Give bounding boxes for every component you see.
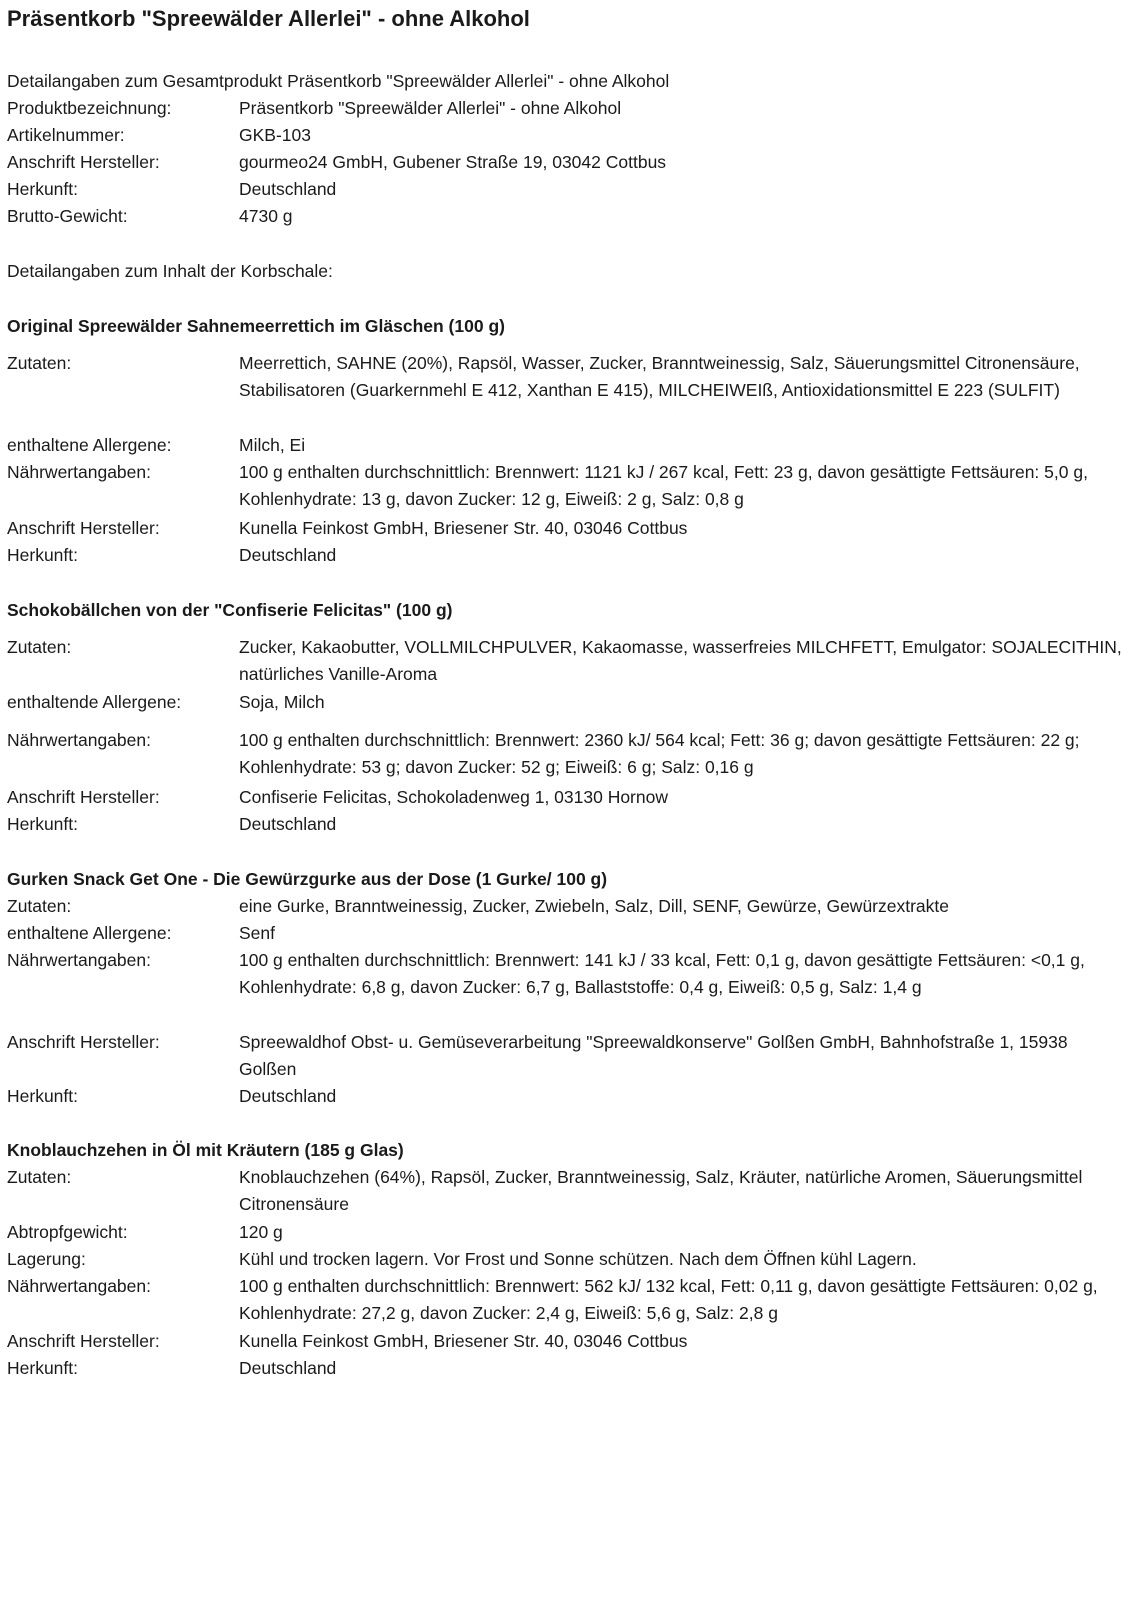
row-value: gourmeo24 GmbH, Gubener Straße 19, 03042 Cottbus — [239, 152, 667, 172]
row-value: Deutschland — [239, 179, 337, 199]
row-label: Herkunft: — [7, 545, 78, 565]
row-label: Herkunft: — [7, 179, 78, 199]
row-label: enthaltende Allergene: — [7, 692, 182, 712]
row-label: Nährwertangaben: — [7, 1276, 151, 1296]
row-value: Milch, Ei — [239, 435, 306, 455]
row-label: Herkunft: — [7, 1358, 78, 1378]
row-value: Deutschland — [239, 1358, 337, 1378]
row-label: Zutaten: — [7, 353, 72, 373]
row-value: eine Gurke, Branntweinessig, Zucker, Zwiebeln, Salz, Dill, SENF, Gewürze, Gewürzextrakte — [239, 896, 949, 916]
row-label: Anschrift Hersteller: — [7, 1032, 160, 1052]
row-value: Soja, Milch — [239, 692, 325, 712]
row-value: 120 g — [239, 1222, 283, 1242]
row-label: Zutaten: — [7, 1167, 72, 1187]
row-value: 100 g enthalten durchschnittlich: Brennwert: 2360 kJ/ 564 kcal; Fett: 36 g; davon gesättigte Fettsäuren: 22 g; Kohlenhydrate: 53 g; davon Zucker: 52 g; Eiweiß: 6 g; Salz: 0,16 g — [239, 730, 1080, 777]
row-label: Artikelnummer: — [7, 125, 125, 145]
row-value: Senf — [239, 923, 275, 943]
row-value: GKB-103 — [239, 125, 311, 145]
row-value: Deutschland — [239, 545, 337, 565]
overview-intro: Detailangaben zum Gesamtprodukt Präsentkorb "Spreewälder Allerlei" - ohne Alkohol — [7, 71, 670, 91]
row-label: enthaltene Allergene: — [7, 435, 172, 455]
row-label: Herkunft: — [7, 814, 78, 834]
row-label: Anschrift Hersteller: — [7, 152, 160, 172]
row-value: Deutschland — [239, 1086, 337, 1106]
row-label: Nährwertangaben: — [7, 730, 151, 750]
product-heading: Gurken Snack Get One - Die Gewürzgurke aus der Dose (1 Gurke/ 100 g) — [7, 869, 608, 889]
row-label: Produktbezeichnung: — [7, 98, 172, 118]
row-label: Anschrift Hersteller: — [7, 518, 160, 538]
row-label: Zutaten: — [7, 896, 72, 916]
row-value: Meerrettich, SAHNE (20%), Rapsöl, Wasser, Zucker, Branntweinessig, Salz, Säuerungsmittel Citronensäure, Stabilisatoren (Guarkernmehl E 412, Xanthan E 415), MILCHEIWEIß, Antioxidationsmittel E 223 (SULFIT) — [239, 353, 1080, 400]
row-value: Kühl und trocken lagern. Vor Frost und Sonne schützen. Nach dem Öffnen kühl Lagern. — [239, 1249, 917, 1269]
row-label: enthaltene Allergene: — [7, 923, 172, 943]
row-label: Anschrift Hersteller: — [7, 1331, 160, 1351]
row-value: Spreewaldhof Obst- u. Gemüseverarbeitung "Spreewaldkonserve" Golßen GmbH, Bahnhofstraße 1, 15938 Golßen — [239, 1032, 1068, 1079]
row-value: Knoblauchzehen (64%), Rapsöl, Zucker, Branntweinessig, Salz, Kräuter, natürliche Aromen, Säuerungsmittel Citronensäure — [239, 1167, 1083, 1214]
contents-intro: Detailangaben zum Inhalt der Korbschale: — [7, 261, 333, 281]
row-label: Brutto-Gewicht: — [7, 206, 128, 226]
product-heading: Original Spreewälder Sahnemeerrettich im Gläschen (100 g) — [7, 316, 505, 336]
row-value: 100 g enthalten durchschnittlich: Brennwert: 141 kJ / 33 kcal, Fett: 0,1 g, davon gesättigte Fettsäuren: <0,1 g, Kohlenhydrate: 6,8 g, davon Zucker: 6,7 g, Ballaststoffe: 0,4 g, Eiweiß: 0,5 g, Salz: 1,4 g — [239, 950, 1085, 997]
row-label: Herkunft: — [7, 1086, 78, 1106]
row-value: Deutschland — [239, 814, 337, 834]
row-value: Confiserie Felicitas, Schokoladenweg 1, 03130 Hornow — [239, 787, 668, 807]
row-value: 100 g enthalten durchschnittlich: Brennwert: 1121 kJ / 267 kcal, Fett: 23 g, davon gesättigte Fettsäuren: 5,0 g, Kohlenhydrate: 13 g, davon Zucker: 12 g, Eiweiß: 2 g, Salz: 0,8 g — [239, 462, 1088, 509]
row-value: Präsentkorb "Spreewälder Allerlei" - ohne Alkohol — [239, 98, 622, 118]
product-heading: Knoblauchzehen in Öl mit Kräutern (185 g Glas) — [7, 1140, 404, 1160]
row-label: Lagerung: — [7, 1249, 86, 1269]
row-value: Kunella Feinkost GmbH, Briesener Str. 40, 03046 Cottbus — [239, 518, 688, 538]
row-label: Zutaten: — [7, 637, 72, 657]
row-label: Nährwertangaben: — [7, 950, 151, 970]
row-label: Nährwertangaben: — [7, 462, 151, 482]
row-value: 4730 g — [239, 206, 293, 226]
row-value: Kunella Feinkost GmbH, Briesener Str. 40, 03046 Cottbus — [239, 1331, 688, 1351]
row-label: Anschrift Hersteller: — [7, 787, 160, 807]
product-heading: Schokobällchen von der "Confiserie Felicitas" (100 g) — [7, 600, 453, 620]
row-value: Zucker, Kakaobutter, VOLLMILCHPULVER, Kakaomasse, wasserfreies MILCHFETT, Emulgator: SOJALECITHIN, natürliches Vanille-Aroma — [239, 637, 1122, 684]
document-title: Präsentkorb "Spreewälder Allerlei" - ohne Alkohol — [7, 6, 530, 31]
row-label: Abtropfgewicht: — [7, 1222, 128, 1242]
row-value: 100 g enthalten durchschnittlich: Brennwert: 562 kJ/ 132 kcal, Fett: 0,11 g, davon gesättigte Fettsäuren: 0,02 g, Kohlenhydrate: 27,2 g, davon Zucker: 2,4 g, Eiweiß: 5,6 g, Salz: 2,8 g — [239, 1276, 1098, 1323]
